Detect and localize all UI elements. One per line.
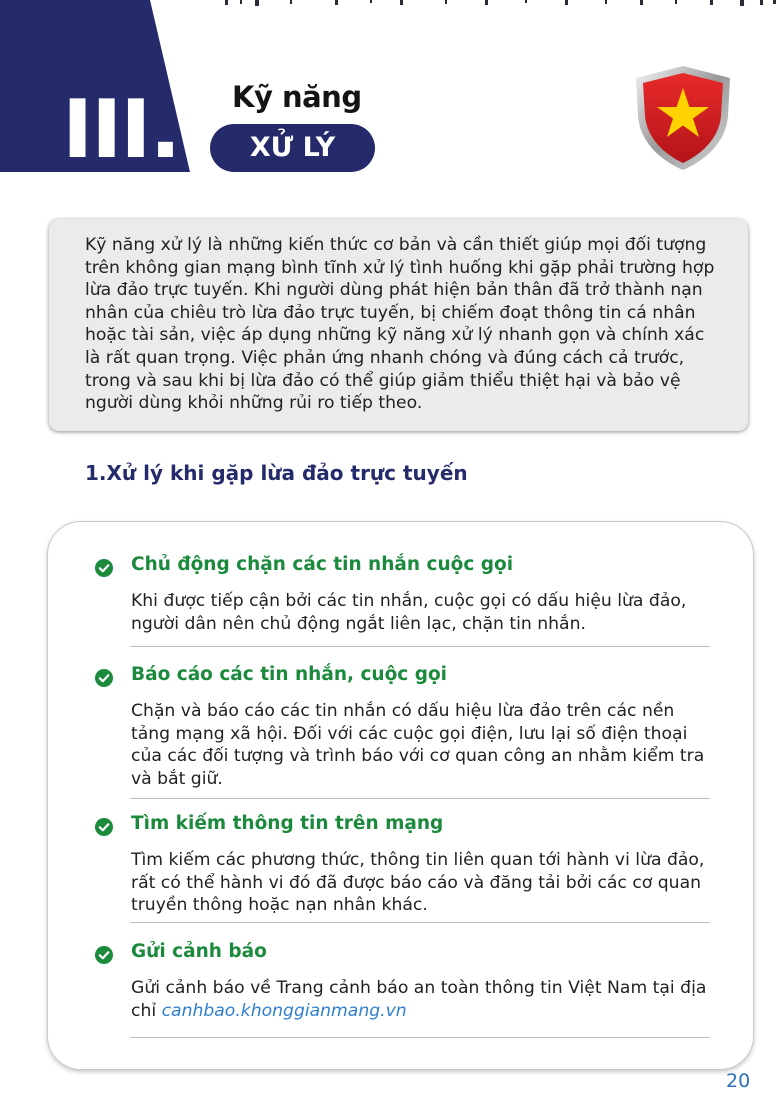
tip-body — [131, 977, 711, 1022]
tip-body: Khi được tiếp cận bởi các tin nhắn, cuộc gọi có dấu hiệu lừa đảo, người dân nên chủ động ngắt liên lạc, chặn tin nhắn. — [131, 591, 687, 634]
check-circle-icon — [95, 818, 113, 836]
check-circle-icon — [95, 946, 113, 964]
tip-item-block-calls — [95, 554, 711, 635]
tip-title: Báo cáo các tin nhắn, cuộc gọi — [131, 664, 447, 685]
divider — [130, 646, 710, 647]
tip-item-search — [95, 813, 711, 917]
warning-site-link[interactable]: canhbao.khonggianmang.vn — [161, 1000, 407, 1021]
page-title-pill: XỬ LÝ — [210, 124, 375, 172]
divider — [130, 922, 710, 923]
tip-title: Tìm kiếm thông tin trên mạng — [131, 813, 444, 834]
divider — [130, 798, 710, 799]
shield-star-icon — [634, 64, 732, 172]
tip-body-text: Gửi cảnh báo về Trang cảnh báo an toàn thông tin Việt Nam tại địa chỉ — [131, 978, 707, 1021]
check-circle-icon — [95, 669, 113, 687]
divider — [130, 1037, 710, 1038]
tip-body: Chặn và báo cáo các tin nhắn có dấu hiệu lừa đảo trên các nền tảng mạng xã hội. Đối với các cuộc gọi điện, lưu lại số điện thoại của các đối tượng và trình báo với cơ quan công an nhằm kiểm tra và bắt giữ. — [131, 701, 705, 789]
intro-text: Kỹ năng xử lý là những kiến thức cơ bản và cần thiết giúp mọi đối tượng trên không gian mạng bình tĩnh xử lý tình huống khi gặp phải trường hợp lừa đảo trực tuyến. Khi người dùng phát hiện bản thân đã trở thành nạn nhân của chiêu trò lừa đảo trực tuyến, bị chiếm đoạt thông tin cá nhân hoặc tài sản, việc áp dụng những kỹ năng xử lý nhanh gọn và chính xác là rất quan trọng. Việc phản ứng nhanh chóng và đúng cách cả trước, trong và sau khi bị lừa đảo có thể giúp giảm thiểu thiệt hại và bảo vệ người dùng khỏi những rủi ro tiếp theo. — [85, 235, 715, 414]
section-numeral: III. — [62, 83, 180, 176]
tip-title: Chủ động chặn các tin nhắn cuộc gọi — [131, 554, 514, 575]
intro-box — [49, 219, 748, 431]
check-circle-icon — [95, 559, 113, 577]
page-number: 20 — [726, 1070, 751, 1092]
tip-body: Tìm kiếm các phương thức, thông tin liên quan tới hành vi lừa đảo, rất có thể hành vi đó đã được báo cáo và đăng tải bởi các cơ quan truyền thông hoặc nạn nhân khác. — [131, 850, 705, 916]
tip-item-report — [95, 664, 711, 790]
top-dots-decoration — [195, 0, 781, 8]
page-title-top: Kỹ năng — [232, 80, 362, 114]
tip-item-warning — [95, 941, 711, 1022]
section-heading: 1.Xử lý khi gặp lừa đảo trực tuyến — [85, 461, 468, 485]
tip-title: Gửi cảnh báo — [131, 941, 267, 962]
